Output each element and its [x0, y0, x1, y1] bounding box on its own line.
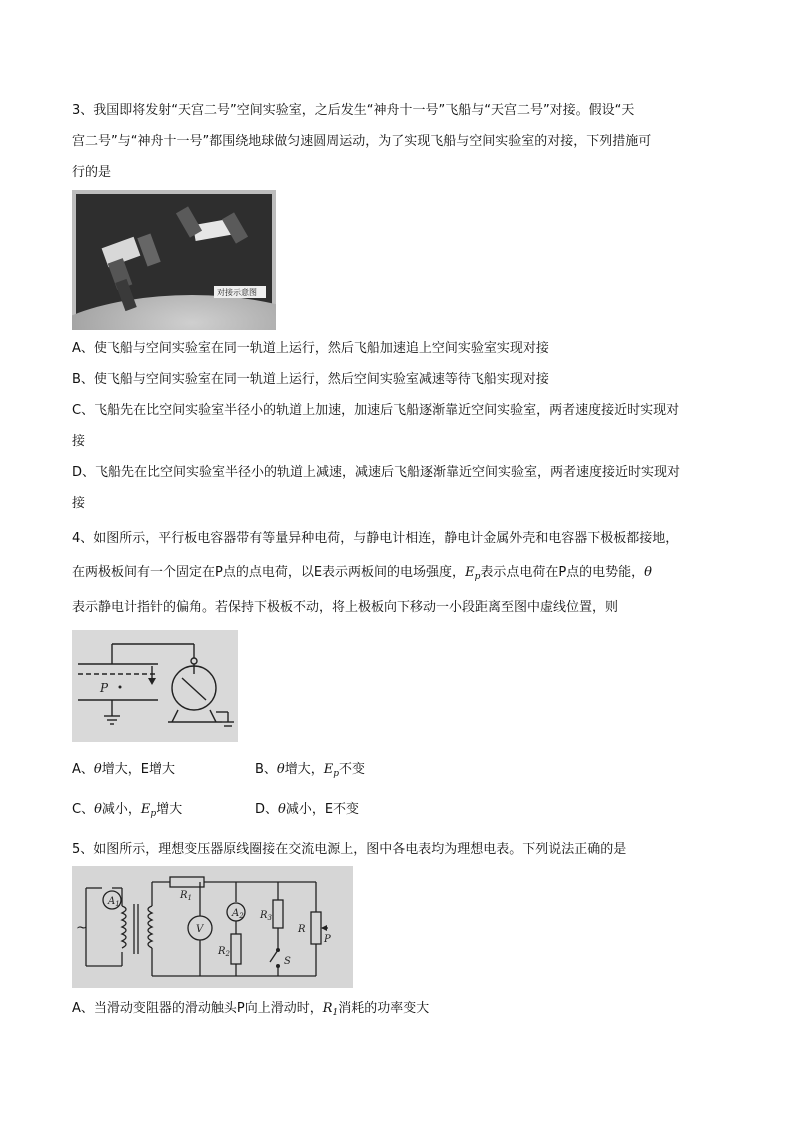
switch-s-label: S [284, 956, 291, 967]
q4-option-b-prefix: B、 [255, 762, 277, 777]
q4-option-d [255, 801, 359, 819]
q3-stem-line-2: 宫二号”与“神舟十一号”都围绕地球做匀速圆周运动，为了实现飞船与空间实验室的对接，下列措施可 [72, 134, 652, 149]
q4-option-d-text: 减小，E不变 [285, 802, 360, 817]
q3-option-c-line-1: C、飞船先在比空间实验室半径小的轨道上加速，加速后飞船逐渐靠近空间实验室，两者速度接近时实现对 [72, 403, 680, 418]
point-p-label: P [100, 681, 109, 695]
q4-option-a [72, 761, 175, 779]
q4-option-a-theta: θ [93, 762, 102, 777]
rheostat-r-label: R [298, 924, 306, 935]
q5-option-a-text: A、当滑动变阻器的滑动触头P向上滑动时， [72, 1001, 323, 1016]
resistor-r1-label: $R_1$ [180, 890, 192, 902]
q4-option-a-prefix: A、 [72, 762, 94, 777]
resistor-r2-label: $R_2$ [218, 946, 230, 958]
q4-stem-line-2-part-b: 表示点电荷在P点的电势能， [480, 565, 645, 580]
q4-option-d-theta: θ [278, 802, 286, 817]
q3-stem-line-3: 行的是 [72, 165, 112, 180]
q4-option-c-prefix: C、 [72, 802, 95, 817]
q3-stem-line-1: 3、我国即将发射“天宫二号”空间实验室，之后发生“神舟十一号”飞船与“天宫二号”对接。假设“天 [72, 103, 635, 118]
ammeter-a2-label: $A_2$ [232, 908, 244, 920]
q4-option-c-ep-sub: p [150, 809, 157, 819]
ep-symbol: E [465, 565, 475, 580]
q4-stem-line-1: 4、如图所示，平行板电容器带有等量异种电荷，与静电计相连，静电计金属外壳和电容器下极板都接地， [72, 531, 679, 546]
slider-p-label: P [324, 934, 331, 945]
q4-option-d-prefix: D、 [255, 802, 279, 817]
q3-option-b: B、使飞船与空间实验室在同一轨道上运行，然后空间实验室减速等待飞船实现对接 [72, 372, 549, 387]
q4-option-b-text: 不变 [339, 762, 366, 777]
q4-stem-line-2 [72, 564, 652, 586]
q4-option-a-text: 增大，E增大 [101, 762, 175, 777]
figure-caption: 对接示意图 [217, 288, 257, 297]
q4-option-b-ep: E [323, 762, 334, 777]
q4-option-b [255, 761, 365, 783]
q4-stem-line-3: 表示静电计指针的偏角。若保持下极板不动，将上极板向下移动一小段距离至图中虚线位置，则 [72, 600, 619, 615]
theta-symbol: θ [644, 565, 652, 580]
q3-option-d-line-2: 接 [72, 496, 86, 511]
q4-option-c-ep: E [140, 802, 151, 817]
q5-stem-line-1: 5、如图所示，理想变压器原线圈接在交流电源上，图中各电表均为理想电表。下列说法正确的是 [72, 842, 627, 857]
q3-option-a: A、使飞船与空间实验室在同一轨道上运行，然后飞船加速追上空间实验室实现对接 [72, 341, 549, 356]
q4-option-c-theta: θ [94, 802, 102, 817]
docking-figure [72, 190, 276, 330]
q5-option-a-r1-sub: 1 [332, 1008, 339, 1018]
q4-option-b-theta: θ [276, 762, 285, 777]
q4-option-b-ep-sub: p [333, 769, 340, 779]
ep-subscript: p [474, 572, 481, 582]
q4-stem-line-2-part-a: 在两极板间有一个固定在P点的点电荷，以E表示两板间的电场强度， [72, 565, 466, 580]
q3-option-c-line-2: 接 [72, 434, 86, 449]
ammeter-a1-label: $A_1$ [108, 896, 120, 908]
q4-option-c-mid: 减小， [101, 802, 141, 817]
capacitor-figure [72, 630, 238, 742]
resistor-r3-label: $R_3$ [260, 910, 272, 922]
voltmeter-v-label: V [196, 924, 204, 935]
q5-option-a-r1: R [322, 1001, 333, 1016]
q4-option-c [72, 801, 182, 823]
q3-option-d-line-1: D、飞船先在比空间实验室半径小的轨道上减速，减速后飞船逐渐靠近空间实验室，两者速度接近时实现对 [72, 465, 681, 480]
ac-source-icon: ~ [76, 920, 88, 936]
q4-option-b-mid: 增大， [284, 762, 324, 777]
q4-option-c-text: 增大 [156, 802, 183, 817]
q5-option-a [72, 1000, 429, 1022]
q5-option-a-rest: 消耗的功率变大 [338, 1001, 430, 1016]
transformer-circuit-figure [72, 866, 353, 988]
